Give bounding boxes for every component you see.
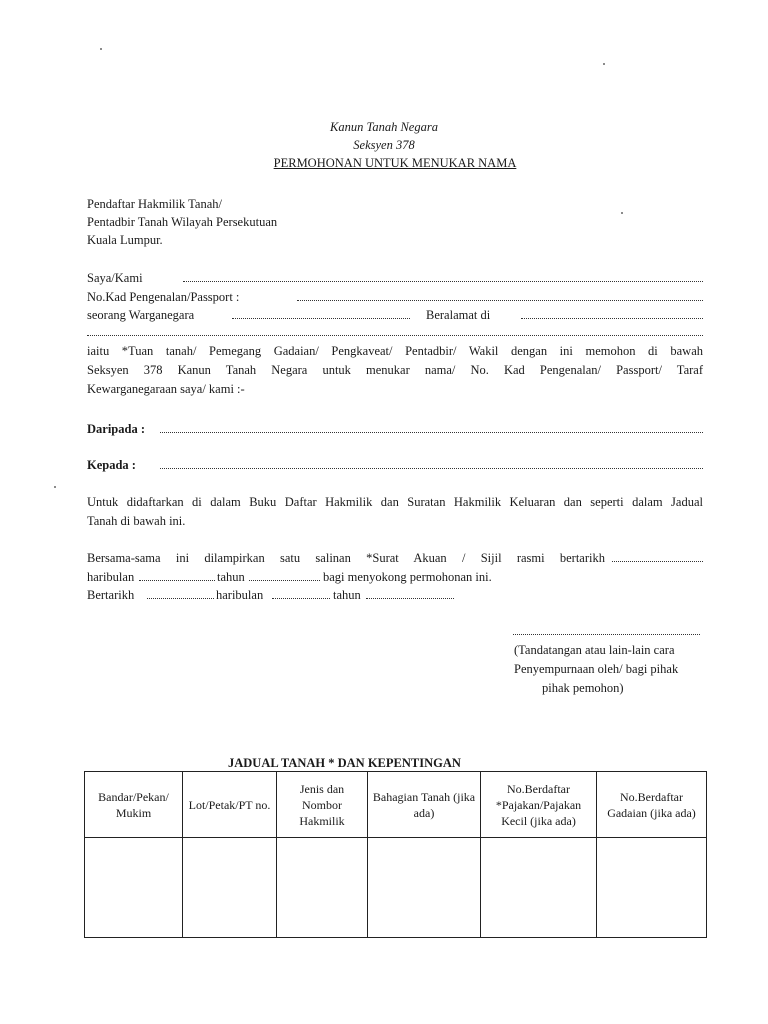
schedule-title: JADUAL TANAH * DAN KEPENTINGAN [228,756,461,770]
addressee-line: Pendaftar Hakmilik Tanah/ [87,197,222,211]
addressee-line: Pentadbir Tanah Wilayah Persekutuan [87,215,278,229]
table-cell[interactable] [481,838,597,938]
warganegara-label: seorang Warganegara [87,308,195,322]
signature-caption: (Tandatangan atau lain-lain cara [514,643,675,657]
beralamat-label: Beralamat di [426,308,491,322]
table-cell[interactable] [183,838,277,938]
registration-text: Tanah di bawah ini. [87,514,186,528]
col-header: No.Berdaftar *Pajakan/Pajakan Kecil (jika ada) [481,772,597,838]
daripada-label: Daripada : [87,422,145,436]
scan-speck [54,486,56,488]
table-row [85,838,707,938]
declaration-text: Kewarganegaraan saya/ kami :- [87,382,245,396]
attachment-text: Bersama-sama ini dilampirkan satu salinan *Surat Akuan / Sijil rasmi bertarikh [87,551,605,565]
col-header: Bahagian Tanah (jika ada) [368,772,481,838]
table-cell[interactable] [85,838,183,938]
col-header: No.Berdaftar Gadaian (jika ada) [597,772,707,838]
bertarikh-field[interactable] [147,598,214,599]
bertarikh-label: Bertarikh [87,588,135,602]
registration-text: Untuk didaftarkan di dalam Buku Daftar Hakmilik dan Suratan Hakmilik Keluaran dan seperti dalam Jadual [87,495,703,509]
haribulan-label: haribulan [87,570,135,584]
bagi-text: bagi menyokong permohonan ini. [323,570,492,584]
daripada-field[interactable] [160,432,703,433]
schedule-header-row [85,772,707,838]
col-header: Bandar/Pekan/ Mukim [85,772,183,838]
attachment-date-field[interactable] [612,561,703,562]
haribulan2-field[interactable] [272,598,330,599]
no-kad-field[interactable] [297,300,703,301]
haribulan-field[interactable] [139,580,215,581]
signature-field[interactable] [513,634,700,635]
table-cell[interactable] [597,838,707,938]
haribulan2-label: haribulan [216,588,264,602]
col-header: Lot/Petak/PT no. [183,772,277,838]
col-header: Jenis dan Nombor Hakmilik [277,772,368,838]
tahun-field[interactable] [249,580,320,581]
kepada-label: Kepada : [87,458,136,472]
signature-caption: pihak pemohon) [542,681,624,695]
address-field[interactable] [87,335,703,336]
table-cell[interactable] [368,838,481,938]
kepada-field[interactable] [160,468,703,469]
declaration-text: Seksyen 378 Kanun Tanah Negara untuk menukar nama/ No. Kad Pengenalan/ Passport/ Taraf [87,363,703,377]
addressee-line: Kuala Lumpur. [87,233,163,247]
saya-kami-field[interactable] [183,281,703,282]
warganegara-field[interactable] [232,318,410,319]
signature-caption: Penyempurnaan oleh/ bagi pihak [514,662,679,676]
tahun-label: tahun [217,570,245,584]
table-cell[interactable] [277,838,368,938]
scan-speck [100,48,102,50]
act-title: Kanun Tanah Negara [330,120,438,134]
no-kad-label: No.Kad Pengenalan/Passport : [87,290,240,304]
beralamat-field[interactable] [521,318,703,319]
declaration-text: iaitu *Tuan tanah/ Pemegang Gadaian/ Pengkaveat/ Pentadbir/ Wakil dengan ini memohon di bawah [87,344,703,358]
tahun2-field[interactable] [366,598,454,599]
scan-speck [603,63,605,65]
section-title: Seksyen 378 [353,138,415,152]
schedule-table [84,771,707,938]
saya-kami-label: Saya/Kami [87,271,143,285]
page-title: PERMOHONAN UNTUK MENUKAR NAMA [273,156,517,170]
scan-speck [621,212,623,214]
tahun2-label: tahun [333,588,361,602]
